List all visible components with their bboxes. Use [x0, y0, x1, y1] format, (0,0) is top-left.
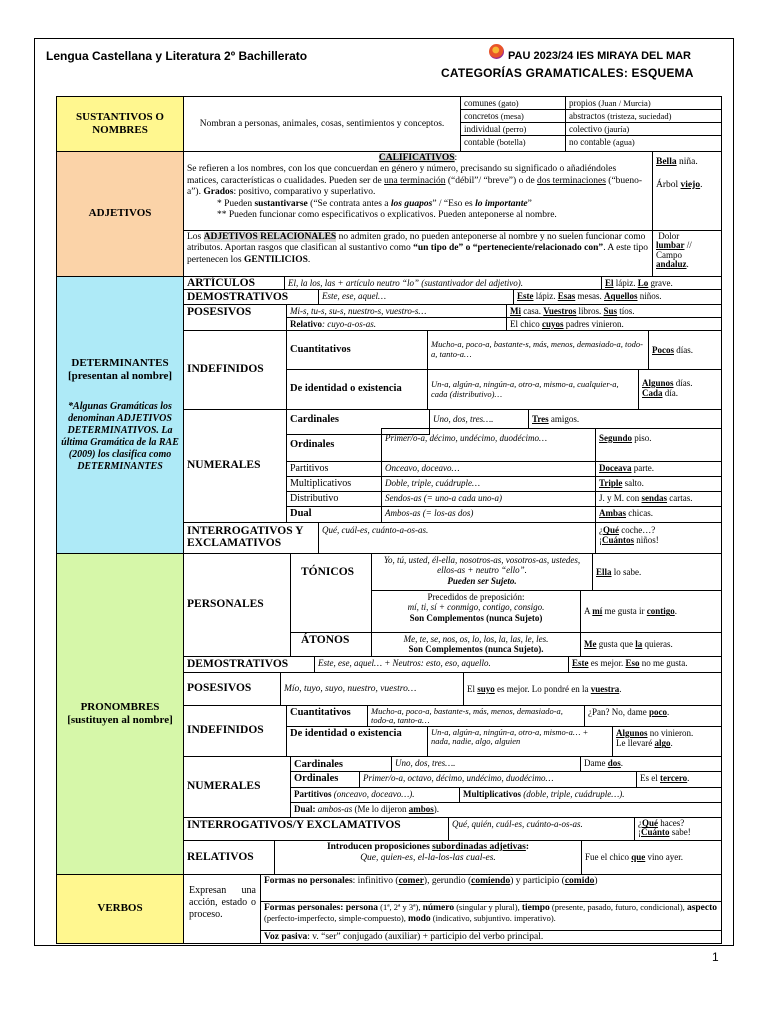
type-name: concretos: [464, 111, 499, 121]
atonos-label: ÁTONOS: [290, 632, 372, 657]
dual-desc: Ambos-as (= los-as dos): [381, 506, 596, 523]
pron-posesivos-label: POSESIVOS: [183, 672, 281, 706]
type-name: colectivo: [569, 124, 602, 134]
type-example: (agua): [613, 137, 635, 147]
preposicion-desc: Precedidos de preposición: mí, ti, sí + conmigo, contigo, consigo. Son Complementos (nunca Sujeto): [371, 590, 581, 633]
identidad-example: Algunos días. Cada día.: [638, 369, 722, 410]
type-example: (perro): [502, 124, 527, 134]
calificativos-box: CALIFICATIVOS: Se refieren a los nombres, con los que concuerdan en género y número, precisando su significado o añadiéndoles matices, características o cualidades. Pueden ser de una terminación (“débil”/ “breve”) o de dos terminaciones (“bueno-a”). Grados: positivo, comparativo y superlativo. * Pueden sustantivarse (“Se contrata antes a los guapos” / “Eso es lo importante” ** Pueden funcionar como especificativos o explicativos. Pueden anteponerse al nombre.: [183, 151, 653, 231]
ordinales-desc: Primer/o-a, décimo, undécimo, duodécimo…: [381, 428, 596, 462]
pron-ordinales-label: Ordinales: [290, 771, 360, 788]
partitivos-desc: Onceavo, doceavo…: [381, 461, 596, 477]
distributivo-desc: Sendos-as (= uno-a cada uno-a): [381, 491, 596, 507]
pron-interrogativos-example: ¿Qué haces? ¡Cuánto sabe!: [634, 817, 722, 841]
dual-label: Dual: [286, 506, 382, 523]
relacionales-title: ADJETIVOS RELACIONALES: [203, 232, 337, 242]
determinantes-note: *Algunas Gramáticas los denominan ADJETIVOS DETERMINATIVOS. La última Gramática de la RAE (2009) los clasifica como DETERMINANTES: [61, 401, 179, 473]
page-number: 1: [712, 950, 719, 964]
posesivos-label: POSESIVOS: [183, 304, 287, 331]
pron-identidad-label: De identidad o existencia: [286, 726, 428, 757]
type-name: individual: [464, 124, 501, 134]
pron-cuantitativos-desc: Mucho-a, poco-a, bastante-s, más, menos, demasiado-a, todo-a, tanto-a…: [367, 705, 585, 727]
section-determinantes: [56, 276, 184, 554]
sustantivos-definition: [183, 96, 461, 152]
type-example: (jauría): [604, 124, 630, 134]
atonos-example: Me gusta que la quieras.: [580, 632, 722, 657]
partitivos-example: Doceava parte.: [595, 461, 722, 477]
pron-numerales-label: NUMERALES: [183, 756, 291, 818]
pron-cardinales-desc: Uno, dos, tres….: [391, 756, 581, 772]
formas-personales: Formas personales: persona (1ª, 2ª y 3ª), número (singular y plural), tiempo (presente, pasado, futuro, condicional), aspecto (perfecto-imperfecto, simple-compuesto), modo (indicativo, subjuntivo. imperativo).: [260, 901, 722, 931]
verbos-definition: Expresan una acción, estado o proceso.: [183, 874, 261, 944]
relativo-example: El chico cuyos padres vinieron.: [506, 317, 722, 331]
interrogativos-label: INTERROGATIVOS Y EXCLAMATIVOS: [183, 522, 319, 554]
distributivo-label: Distributivo: [286, 491, 382, 507]
school-logo-icon: [489, 44, 504, 59]
exam-label: PAU 2023/24 IES MIRAYA DEL MAR: [508, 50, 691, 62]
type-example: (botella): [496, 137, 526, 147]
section-pronombres: [56, 553, 184, 875]
type-name: abstractos: [569, 111, 605, 121]
type-example: (gato): [498, 98, 519, 108]
interrogativos-desc: Qué, cuál-es, cuánto-a-os-as.: [318, 522, 596, 554]
pron-demostrativos-label: DEMOSTRATIVOS: [183, 656, 315, 673]
relativos-label: RELATIVOS: [183, 840, 275, 875]
calificativos-title: CALIFICATIVOS: [378, 153, 455, 163]
partitivos-label: Partitivos: [286, 461, 382, 477]
pron-posesivos-desc: Mío, tuyo, suyo, nuestro, vuestro…: [280, 672, 464, 706]
relativo-desc: Relativo: cuyo-a-os-as.: [286, 317, 507, 331]
pron-cardinales-example: Dame dos.: [580, 756, 722, 772]
type-name: contable: [464, 137, 495, 147]
section-label: DETERMINANTES [presentan al nombre]: [67, 356, 173, 382]
section-adjetivos: [56, 151, 184, 277]
multiplicativos-example: Triple salto.: [595, 476, 722, 492]
cardinales-label: Cardinales: [286, 409, 430, 435]
pron-interrogativos-label: INTERROGATIVOS/Y EXCLAMATIVOS: [183, 817, 449, 841]
posesivos-desc: Mi-s, tu-s, su-s, nuestro-s, vuestro-s…: [286, 304, 507, 318]
pron-cuantitativos-example: ¿Pan? No, dame poco.: [584, 705, 722, 727]
pron-multiplicativos: Multiplicativos (doble, triple, cuádruple…).: [459, 787, 722, 803]
articulos-desc: El, la los, las + artículo neutro “lo” (sustantivador del adjetivo).: [284, 276, 602, 290]
cardinales-desc: Uno, dos, tres….: [429, 409, 529, 429]
atonos-desc: Me, te, se, nos, os, lo, los, la, las, le, les. Son Complementos (nunca Sujeto).: [371, 632, 581, 657]
pron-ordinales-desc: Primer/o-a, octavo, décimo, undécimo, duodécimo…: [359, 771, 637, 788]
section-sustantivos: [56, 96, 184, 152]
section-label: VERBOS: [97, 902, 143, 915]
identidad-label: De identidad o existencia: [286, 369, 428, 410]
tonicos-example: Ella lo sabe.: [592, 553, 722, 591]
section-label: SUSTANTIVOS O NOMBRES: [76, 110, 164, 136]
multiplicativos-desc: Doble, triple, cuádruple…: [381, 476, 596, 492]
cuantitativos-label: Cuantitativos: [286, 330, 428, 370]
sustantivarse-note: * Pueden sustantivarse (“Se contrata antes a los guapos” / “Eso es lo importante”: [217, 198, 532, 209]
pron-posesivos-example: El suyo es mejor. Lo pondré en la vuestra.: [463, 672, 722, 706]
pron-partitivos: Partitivos (onceavo, doceavo…).: [290, 787, 460, 803]
pron-cuantitativos-label: Cuantitativos: [286, 705, 368, 727]
cuantitativos-example: Pocos días.: [648, 330, 722, 370]
pron-demostrativos-desc: Este, ese, aquel… + Neutros: esto, eso, aquello.: [314, 656, 569, 673]
demostrativos-desc: Este, ese, aquel…: [318, 289, 514, 305]
pron-cardinales-label: Cardinales: [290, 756, 392, 772]
articulos-example: El lápiz. Lo grave.: [601, 276, 722, 290]
document-title: CATEGORÍAS GRAMATICALES: ESQUEMA: [441, 66, 694, 80]
formas-no-personales: Formas no personales: infinitivo (comer), gerundio (comiendo) y participio (comido): [260, 874, 722, 902]
relativos-example: Fue el chico que vino ayer.: [581, 840, 722, 875]
section-label: PRONOMBRES [sustituyen al nombre]: [67, 700, 173, 726]
demostrativos-label: DEMOSTRATIVOS: [183, 289, 319, 305]
dual-example: Ambas chicas.: [595, 506, 722, 523]
voz-pasiva: Voz pasiva: v. “ser” conjugado (auxiliar) + participio del verbo principal.: [260, 930, 722, 944]
relativos-desc: Introducen proposiciones subordinadas adjetivas: Que, quien-es, el-la-los-las cual-es.: [274, 840, 582, 875]
especificativos-note: ** Pueden funcionar como especificativos o explicativos. Pueden anteponerse al nombre.: [217, 209, 557, 220]
articulos-label: ARTÍCULOS: [183, 276, 285, 290]
preposicion-example: A mí me gusta ir contigo.: [580, 590, 722, 633]
type-example: (tristeza, suciedad): [607, 111, 672, 121]
pron-identidad-desc: Un-a, algún-a, ningún-a, otro-a, mismo-a… + nada, nadie, algo, alguien: [427, 726, 613, 757]
pron-indefinidos-label: INDEFINIDOS: [183, 705, 287, 757]
multiplicativos-label: Multiplicativos: [286, 476, 382, 492]
identidad-desc: Un-a, algún-a, ningún-a, otro-a, mismo-a, cualquier-a, cada (distributivo)…: [427, 369, 639, 410]
cuantitativos-desc: Mucho-a, poco-a, bastante-s, más, menos, demasiado-a, todo-a, tanto-a…: [427, 330, 649, 370]
demostrativos-example: Este lápiz. Esas mesas. Aquellos niños.: [513, 289, 722, 305]
personales-label: PERSONALES: [183, 553, 291, 657]
ordinales-example: Segundo piso.: [595, 428, 722, 462]
pron-ordinales-example: Es el tercero.: [636, 771, 722, 788]
section-label: ADJETIVOS: [88, 207, 152, 220]
tonicos-desc: Yo, tú, usted, él-ella, nosotros-as, vosotros-as, ustedes, ellos-as + neutro “ello”. Pueden ser Sujeto.: [371, 553, 593, 591]
type-name: propios: [569, 98, 596, 108]
distributivo-example: J. y M. con sendas cartas.: [595, 491, 722, 507]
posesivos-example: Mi casa. Vuestros libros. Sus tíos.: [506, 304, 722, 318]
pron-demostrativos-example: Este es mejor. Eso no me gusta.: [568, 656, 722, 673]
indefinidos-label: INDEFINIDOS: [183, 330, 287, 410]
calificativos-text: Se refieren a los nombres, con los que concuerdan en género y número, precisando su significado o añadiéndoles matices, características o cualidades. Pueden ser de una terminación (“débil”/ “breve”) o de dos terminaciones (“bueno-a”). Grados: positivo, comparativo y superlativo.: [187, 164, 643, 198]
type-name: comunes: [464, 98, 496, 108]
interrogativos-example: ¿Qué coche…? ¡Cuántos niños!: [595, 522, 722, 554]
relacionales-box: Los ADJETIVOS RELACIONALES no admiten grado, no pueden anteponerse al nombre y no suelen funcionar como atributos. Aportan rasgos que clasifican al sustantivo como “un tipo de” o “perteneciente/relacionado con”. A este tipo pertenecen los GENTILICIOS.: [183, 230, 653, 277]
pron-dual: Dual: ambos-as (Me lo dijeron ambos).: [290, 802, 722, 818]
tonicos-label: TÓNICOS: [290, 553, 372, 633]
cardinales-example: Tres amigos.: [528, 409, 722, 429]
type-example: (Juan / Murcia): [598, 98, 651, 108]
pron-interrogativos-desc: Qué, quién, cuál-es, cuánto-a-os-as.: [448, 817, 635, 841]
section-verbos: [56, 874, 184, 944]
type-name: no contable: [569, 137, 611, 147]
course-title: Lengua Castellana y Literatura 2º Bachillerato: [46, 49, 308, 63]
pron-identidad-example: Algunos no vinieron. Le llevaré algo.: [612, 726, 722, 757]
relacionales-examples: Dolor lumbar // Campo andaluz.: [652, 230, 722, 277]
type-example: (mesa): [500, 111, 524, 121]
calificativos-examples: Bella niña. Árbol viejo.: [652, 151, 722, 231]
definition-text: Nombran a personas, animales, cosas, sentimientos y conceptos.: [199, 118, 445, 129]
ordinales-label: Ordinales: [286, 434, 382, 462]
numerales-label: NUMERALES: [183, 409, 287, 523]
